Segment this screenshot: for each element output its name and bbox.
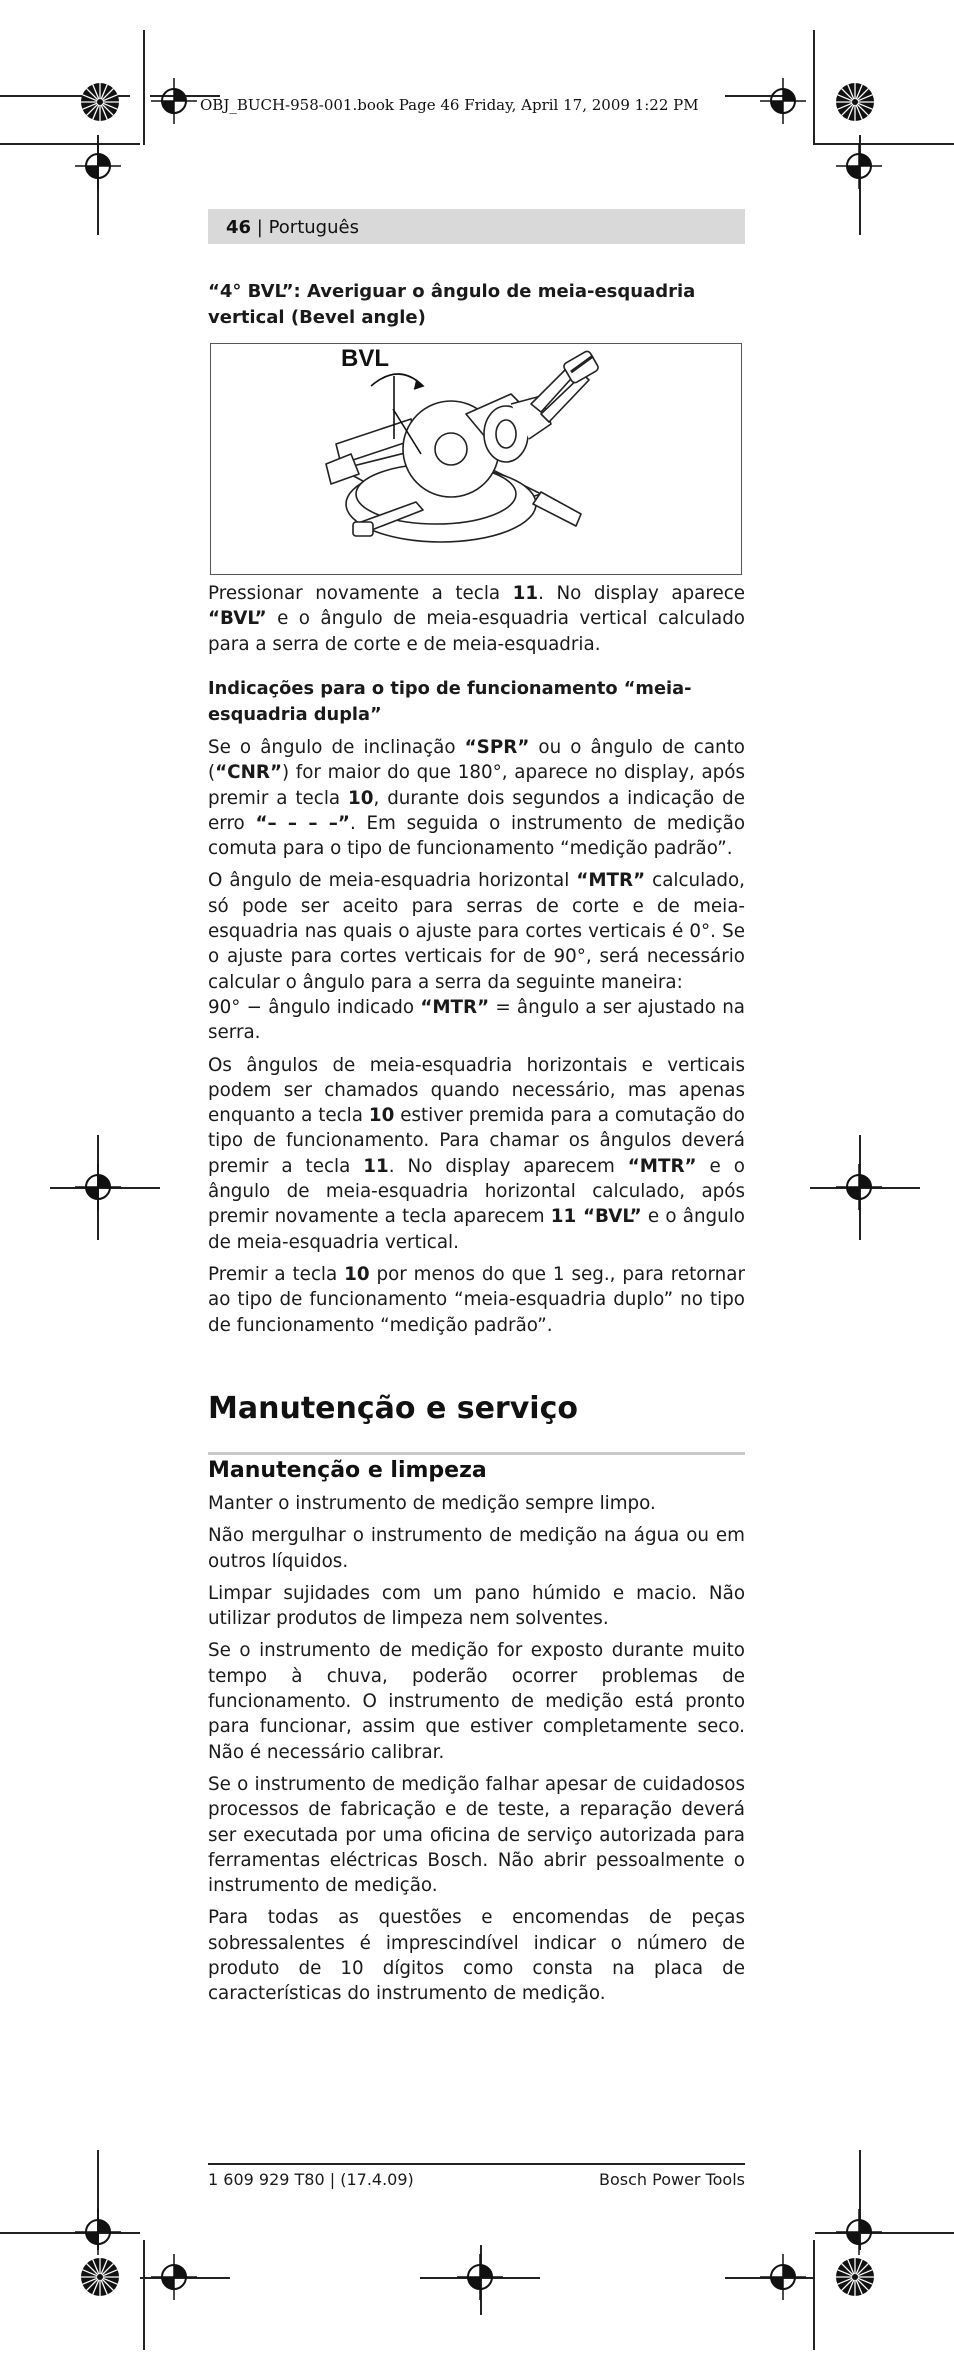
registration-sunburst-icon bbox=[835, 2257, 875, 2297]
footer-doc-number: 1 609 929 T80 | (17.4.09) bbox=[208, 2170, 414, 2189]
double-mitre-p3: Os ângulos de meia-esquadria horizontais e verticais podem ser chamados quando necessário, mas apenas enquanto a tecla 10 estiver premida para a comutação do tipo de funcionamento. Para chamar os ângulos deverá premir a tecla 11. No display aparecem “MTR” e o ângulo de meia-esquadria horizontal calculado, após premir novamente a tecla aparecem 11 “BVL” e o ângulo de meia-esquadria vertical. bbox=[208, 1054, 745, 1253]
maintenance-paragraph: Se o instrumento de medição falhar apesar de cuidadosos processos de fabricação e de teste, a reparação deverá ser executada por uma oficina de serviço autorizada para ferramentas eléctricas Bosch. Não abrir pessoalmente o instrumento de medição. bbox=[208, 1773, 745, 1897]
registration-crosshair-icon bbox=[151, 78, 197, 124]
registration-sunburst-icon bbox=[835, 82, 875, 122]
registration-crosshair-icon bbox=[760, 2254, 806, 2300]
page-number: 46 bbox=[226, 217, 252, 238]
footer-brand: Bosch Power Tools bbox=[599, 2170, 745, 2189]
registration-sunburst-icon bbox=[80, 82, 120, 122]
mitre-saw-figure bbox=[210, 343, 742, 575]
maintenance-paragraph: Para todas as questões e encomendas de peças sobressalentes é imprescindível indicar o número de produto de 10 dígitos como consta na placa de características do instrumento de medição. bbox=[208, 1907, 745, 2005]
bevel-heading: “4° BVL”: Averiguar o ângulo de meia-esquadria vertical (Bevel angle) bbox=[208, 281, 696, 328]
maintenance-paragraph: Não mergulhar o instrumento de medição na água ou em outros líquidos. bbox=[208, 1525, 745, 1572]
double-mitre-section bbox=[208, 676, 745, 1338]
maintenance-paragraph: Se o instrumento de medição for exposto durante muito tempo à chuva, poderão ocorrer problemas de funcionamento. O instrumento de medição está pronto para funcionar, assim que estiver completamente seco. Não é necessário calibrar. bbox=[208, 1640, 745, 1763]
language-label: Português bbox=[268, 217, 359, 238]
bevel-section bbox=[208, 279, 745, 331]
page-header bbox=[226, 217, 359, 238]
registration-crosshair-icon bbox=[836, 1164, 882, 1210]
maintenance-body bbox=[208, 1491, 745, 2007]
mitre-saw-illustration bbox=[211, 344, 741, 573]
registration-crosshair-icon bbox=[75, 2209, 121, 2255]
maintenance-paragraph: Manter o instrumento de medição sempre limpo. bbox=[208, 1493, 656, 1514]
maintenance-title: Manutenção e serviço bbox=[208, 1391, 578, 1426]
bevel-paragraph: Pressionar novamente a tecla 11. No display aparece “BVL” e o ângulo de meia-esquadria vertical calculado para a serra de corte e de meia-esquadria. bbox=[208, 583, 745, 655]
double-mitre-heading: Indicações para o tipo de funcionamento “meia-esquadria dupla” bbox=[208, 678, 692, 725]
section-divider bbox=[208, 1452, 745, 1455]
maintenance-paragraph: Limpar sujidades com um pano húmido e macio. Não utilizar produtos de limpeza nem solventes. bbox=[208, 1582, 745, 1630]
double-mitre-p4: Premir a tecla 10 por menos do que 1 seg., para retornar ao tipo de funcionamento “meia-esquadria duplo” no tipo de funcionamento “medição padrão”. bbox=[208, 1263, 745, 1336]
double-mitre-p2: O ângulo de meia-esquadria horizontal “MTR” calculado, só pode ser aceito para serras de corte e de meia-esquadria nas quais o ajuste para cortes verticais é 0°. Se o ajuste para cortes verticais for de 90°, será necessário calcular o ângulo para a serra da seguinte maneira: bbox=[208, 870, 745, 993]
double-mitre-p1: Se o ângulo de inclinação “SPR” ou o ângulo de canto (“CNR”) for maior do que 180°, aparece no display, após premir a tecla 10, durante dois segundos a indicação de erro “– – – –”. Em seguida o instrumento de medição comuta para o tipo de funcionamento “medição padrão”. bbox=[208, 737, 746, 860]
print-info-line: OBJ_BUCH-958-001.book Page 46 Friday, April 17, 2009 1:22 PM bbox=[200, 96, 699, 114]
registration-crosshair-icon bbox=[75, 143, 121, 189]
registration-crosshair-icon bbox=[151, 2254, 197, 2300]
maintenance-subtitle: Manutenção e limpeza bbox=[208, 1458, 487, 1483]
header-separator: | bbox=[251, 217, 269, 238]
registration-crosshair-icon bbox=[457, 2254, 503, 2300]
bvl-figure-label: BVL bbox=[341, 345, 389, 372]
double-mitre-formula: 90° − ângulo indicado “MTR” = ângulo a ser ajustado na serra. bbox=[208, 996, 745, 1044]
registration-sunburst-icon bbox=[80, 2257, 120, 2297]
page-header-band bbox=[208, 209, 745, 244]
footer-rule bbox=[208, 2163, 745, 2165]
registration-crosshair-icon bbox=[760, 78, 806, 124]
registration-crosshair-icon bbox=[836, 2209, 882, 2255]
registration-crosshair-icon bbox=[75, 1164, 121, 1210]
registration-crosshair-icon bbox=[836, 143, 882, 189]
